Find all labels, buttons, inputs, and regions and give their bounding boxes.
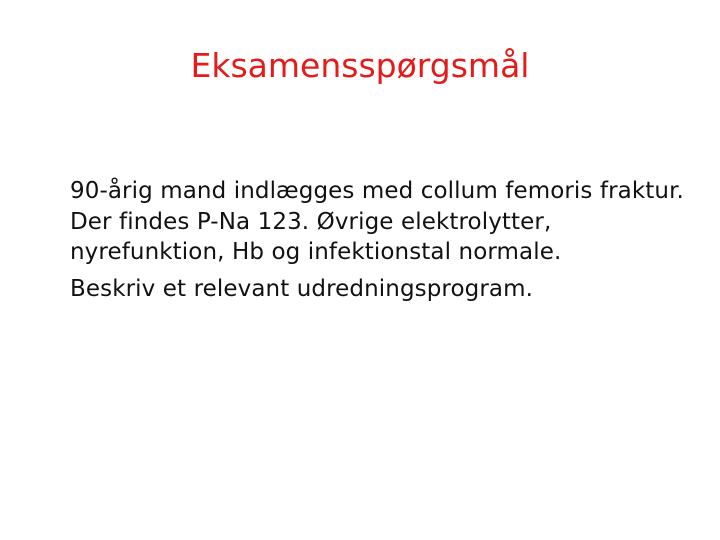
question-text: Beskriv et relevant udredningsprogram. (70, 275, 534, 302)
case-description: 90-årig mand indlægges med collum femoris fraktur. Der findes P-Na 123. Øvrige elektrolytter, nyrefunktion, Hb og infektionstal normale. (70, 178, 684, 265)
slide-body (70, 176, 690, 304)
slide-title: Eksamensspørgsmål (190, 46, 530, 85)
